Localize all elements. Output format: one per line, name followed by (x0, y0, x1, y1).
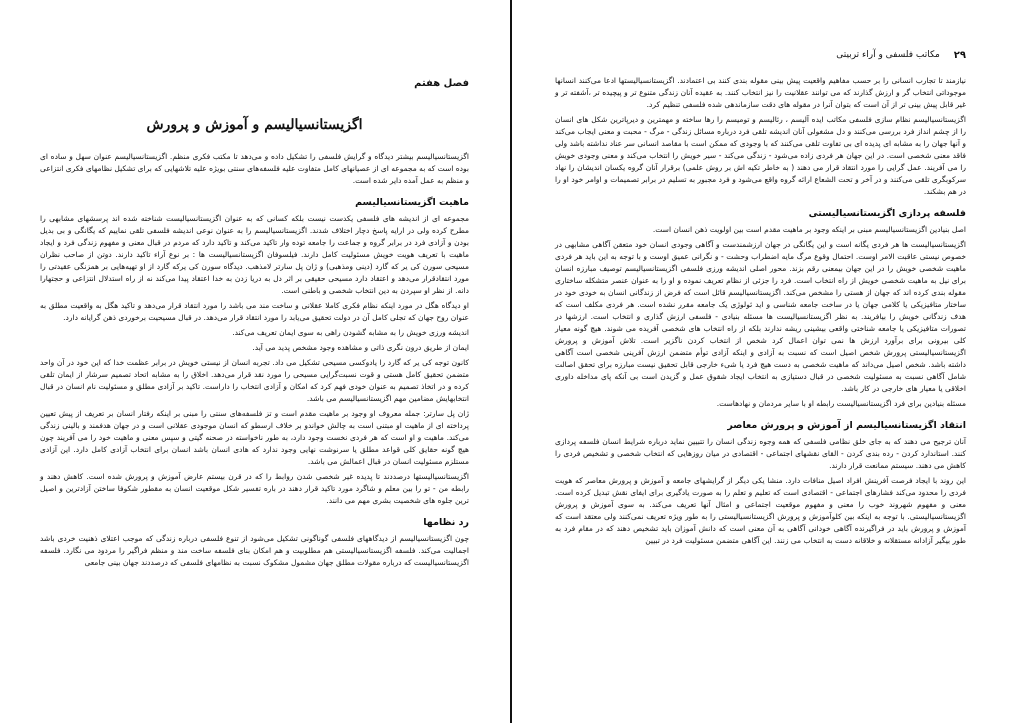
paragraph: مسئله بنیادین برای فرد اگزیستانسیالیست رابطه او با سایر مردمان و نهادهاست. (716, 399, 966, 408)
paragraph: اصل بنیادین اگزیستانسیالیسم مبنی بر اینکه وجود بر ماهیت مقدم است بین اولویت ذهن انسان است. (652, 225, 966, 234)
chapter-title: اگزیستانسیالیسم و آموزش و پرورش (146, 117, 363, 133)
paragraph: ایمان از طریق درون نگری ذاتی و مشاهده وجود مشخص پدید می آید. (252, 343, 469, 352)
paragraph: اندیشه ورزی خویش را به مشابه گشودن راهی به سوی ایمان تعریف می‌کند. (232, 328, 469, 337)
paragraph: چون اگزیستانسیالیسم از دیدگاههای فلسفی گوناگونی تشکیل می‌شود از تنوع فلسفی درباره زندگی که موجب اعتلای ذهنیت خردی باشد اجمالیت می‌کند. فلسفه اگزیستانسیالیستی هم مطلوبیت و هم امکان بنای فلسفه ساخت مند و منظم فراگیر را مردود می نگارد. فلسفه اگزیستانسیالیست که درباره مقولات مطلق جهان مشمول مشکوک نسبت به نظامهای فلسفی که درصددند جهان بینی جامعی (40, 534, 469, 567)
paragraph: مجموعه ای از اندیشه های فلسفی یکدست نیست بلکه کسانی که به عنوان اگزیستانسیالیست شناخته شده اند پرسشهای مشابهی را مطرح کرده ولی در ارایه پاسخ دچار اختلاف شدند. اگزیستانسیالیسم را به عنوان نوعی اندیشه فلسفی تلقی نماییم که یگانگی و بی بدیل بودن و آزادی فرد در برابر گروه و جماعت را جامعه توده وار تاکید می‌کند و تاکید دارد که مردم در قبال معنی و مفهوم زندگی فرد و ایجاد ماهیت با تعریف هویت خویش مسئولیت کامل دارند. فیلسوفان اگزیستانسیالیست ها : بر نوع آراء تاکید دارند. دوتن از صاحب نظران مسیحی سورن کی یر که گارد (دینی ومذهبی) و ژان پل سارتر لامذهب. دیدگاه سورن کی یرکه گارد از او تهیه‌هایی بر همزنگی عقیدتی را مورد انتقادقرار می‌دهد و اعتقاد دارد مسیحی حقیقی بر اثر دل به دریا زدن به خدا اعتقاد پیدا می‌کند نه از راه استدلال انتزاعی و حجتهارا دانه. از نظر او سپردن به دین انتخاب شخصی و باطنی است. (40, 214, 469, 295)
section-title-philosophizing: فلسفه پردازی اگزیستانسیالیستی (808, 208, 966, 219)
paragraph: او دیدگاه هگل در مورد اینکه نظام فکری کاملا عقلانی و ساخت مند می باشد را مورد انتقاد قرار می‌دهد و تاکید هگل به واقعیت مطلق به عنوان روح جهان که تجلی کامل آن در دولت تحقیق می‌یابد را مورد انتقاد قرار می‌دهد. در قبال مسیحیت برخوردی ذهن گرایانه دارد. (40, 301, 469, 322)
paragraph: اگزیستانسیالیستها درصددند تا پدیده غیر شخصی شدن روابط را که در قرن بیستم عارض آموزش و پرورش شده است. کاهش دهند و رابطه من - تو را بین معلم و شاگرد مورد تاکید قرار دهند در باره تفسیر شکل موقعیت انسان به مقطور شکوفا ساختن آزادترین و اصیل ترین جلوه های شخصیت بشری مهم می دانند. (40, 472, 469, 505)
paragraph: آنان ترجیح می دهند که به جای خلق نظامی فلسفی که همه وجوه زندگی انسان را تتبیین نماید درباره شرایط انسان فلسفه پردازی کنند. استاندارد کردن - رده بندی کردن - القای نقشهای اجتماعی - اقتصادی در میان روزهایی که انتخاب شخصی و تشخیص فردی را کاهش می دهند. سیستم ممانعت قرار دارند. (555, 437, 966, 470)
paragraph: نیازمند تا تجارب انسانی را بر حسب مفاهیم واقعیت پیش بینی مقوله بندی کنند بی اعتمادند. اگزیستانسیالیستها ادعا می‌کنند انسانها موجوداتی انتخاب گر و ارزش گذارند که می توانند عقلانیت را نیز انتخاب کنند. به عقیده آنان زندگی متنوع تر و پیچیده تر ،آشفته تر و غیر قابل پیش بینی تر از آن است که بتوان آنرا در مقوله های دقت سازماندهی شده فلسفی تنظیم کرد. (555, 76, 966, 109)
section-title-critique: انتقاد اگزیستانسیالیسم از آموزش و پرورش معاصر (727, 420, 966, 431)
intro-paragraph: اگزیستانسیالیسم بیشتر دیدگاه و گرایش فلسفی را تشکیل داده و می‌دهد تا مکتب فکری منظم. اگزیستانسیالیسم عنوان سهل و ساده ای بوده است که به مجموعه ای از عصیانهای کامل متفاوت علیه فلسفه‌های سنتی بویژه علیه تلاشهایی که برای تشکیل نظامهای فکری انتزاعی و منظم به عمل آمده دایر شده است. (40, 152, 469, 185)
running-header (555, 50, 966, 61)
paragraph: اگزیستانسیالیست ها هر فردی یگانه است و این یگانگی در جهان ارزشمندست و آگاهی وجودی انسان خود متعقن آگاهی مشابهی در خصوص نیستی عاقبت الامر اوست. احتمال وقوع مرگ مایه اضطراب وحشت - و نگرانی عمیق اوست و با توجه به این باید هر فردی ماهیت شخصی خویش را در این جهان بیمعنی رقم بزند. محور اصلی اندیشه ورزی فلسفی اگزیستانسیالیسم توصیف مبارزه انسان برای نیل به ماهیت شخصی خویش از راه انتخاب است. فرد را جزئی از نظام تعریف نموده و او را به عنوان عنصر متشکله ساختاری مقوله بندی کرده اند که جهان از هستی را مشخص می‌کند. اگزیستانسیالیسم قائل است که فرض از زندگانی انسان به خودی خود در ساختار متافیزیکی یا کلامی جهان یا در ساخت جامعه شناسی و اید ئولوژی یک جامعه مقرر نشده است. هر فردی مکلف است که هدف زندگانی خویش را بیافریند. به نظر اگزیستانسیالیست ها مسئله بنیادی - فلسفی ارزش گذاری و انتخاب است. ارزشها در تصورات متافیزیکی یا جامعه شناختی واقعی بیشینی ریشه ندارند بلکه از راه انتخاب های شخصی آفریده می شوند. هیچ گونه معیار کلی بیرونی برای برآورد ارزش ها نمی توان اعمال کرد شخص از انتخاب کردن ناگزیر است. تلاش آموزش و پرورش اگزیستانسیالیستی پرورش شخص اصیل است که نسبت به آزادی و اینکه آزادی توأم متضمن ارزش آفرینی شخصی است آگاهی داشته باشد. شخص اصیل می‌داند که ماهیت شخصی به دست هیچ فرد یا شیء خارجی قابل تحقیق نیست مبارزه برای تحقق اصالت شامل آگاهی نسبت به مسئولیت شخصی در قبال دستیازی به انتخاب ایجاد شقوق عمل و گزیدن است بی آنکه پای مداخله داوری اخلاقی یا معیار های خارجی در کار باشد. (555, 240, 966, 393)
section-title-rejecting-systems: رد نظامها (423, 517, 469, 528)
paragraph: این روند با ایجاد فرصت آفرینش افراد اصیل منافات دارد. منشا یکی دیگر از گرایشهای جامعه و آموزش و پرورش معاصر که هویت فردی را محدود می‌کند فشارهای اجتماعی - اقتصادی است که تعلیم و تعلم را به صورت یادگیری برای ایفای نقش تبدیل کرده است. معنی و مفهوم شهروند خوب را معنی و مفهوم موقعیت اجتماعی و امثال آنها تعریف می‌کند. به سوی آموزش و پرورش اگزیستانسیالیستی. با توجه به اینکه بین کلوآموزش و پرورش اگزیستانسیالیستی را به طور ویژه تعریف نمی‌کنند ولی معتقد است که آموزش و پرورش باید در فراگیرنده آگاهی خودانی آگاهی به آن معنی است که دانش آموزان باید تشخیص دهند که در مقام فرد به طور بیگیر آزادانه مستقلانه و خلاقانه دست به انتخاب می زنند. این آگاهی متضمن مسئولیت فرد در تبیین (555, 476, 966, 545)
section-title-nature: ماهیت اگزیستانسیالیسم (355, 197, 469, 208)
paragraph: ژان پل سارتر: جمله معروف او وجود بر ماهیت مقدم است و تز فلسفه‌های سنتی را مبنی بر اینکه رفتار انسان بر تعریف از پیش تعیین پرداخته ای از ماهیت او مبتنی است به چالش خواندو بر خلاف ارسطو که انسان موجودی عقلانی است و در جهان هدفمند و بالینی زندگی می‌کند. ماهیت و او است که هر فردی نخست وجود دارد، به طور ناخواسته در صحنه گیتی و سپس معنی و ماهیت خود را می آفریند چون هیچ گونه حقایق کلی قواعد مطلق یا سرنوشت نهایی وجود ندارد که هادی انسان باشد انسان برای انتخاب آزادی کامل دارد. این آزادی مستلزم مسئولیت انسان در قبال اعمالش می باشد. (40, 409, 469, 466)
running-header-title: مکاتب فلسفی و آراء تربیتی (836, 50, 940, 60)
paragraph: کانون توجه کی یر که گارد را یادوکسی مسیحی تشکیل می داد. تجربه انسان از نیستی خویش در برابر عظمت خدا که این خود در آن واحد متضمن تحقیق کامل هستی و قوت نسبت‌گرایی مسیحی را مورد نقد قرار می‌دهد. اخلاق را به مشابه اتحاد تصمیم سرشار از ایمان تلقی کرده و در اتخاذ تصمیم به عنوان خودی فهم کرد که امکان و آزادی انتخاب را داراست. تاکید بر آزادی مطلق و مسئولیت نام انسان در قبال انتخابهایش مضامین مهم اگزیستانسیالیسم می باشد. (40, 358, 469, 403)
page-number: ۲۹ (953, 50, 966, 61)
right-page (511, 0, 1022, 723)
paragraph: اگزیستانسیالیسم نظام سازی فلسفی مکاتب ایده آلیسم ، رئالیسم و تومیسم را رها ساخته و مهمترین و دیرپاترین شکل های انسان را از چشم انداز فرد بررسی می‌کنند و دل مشغولی آنان اندیشه تلقی فرد درباره مسائل زندگی - مرگ - محبت و معنی ایجاب می‌کند و آنها جهان را به مشابه ای پدیده ای بی تفاوت تلقی می‌کنند که با وجودی که ممکن است با مقاصد انسانی سر عناد نداشته باشد ولی فاقد معنی شخصی است. در این جهان هر فردی زاده می‌شود - زندگی می‌کند - سیر خویش را انتخاب می‌کند و معنی وجودی خویش را می آفریند. عمل گرایی را مورد انتقاد قرار می دهند ( به خاطر تکیه اش بر روش علمی) برقرار آنان گروه یکسان اندیشان را نهاد سرکوبگری تلقی می‌کنند و در آخر و تحت الشعاع ارائه گروه واقع می‌شود و فرد مجبور به تسلیم در برابر تصمیمات و اوامر خود او را در هم بشکند. (555, 115, 966, 196)
chapter-label: فصل هفتم (414, 78, 469, 89)
